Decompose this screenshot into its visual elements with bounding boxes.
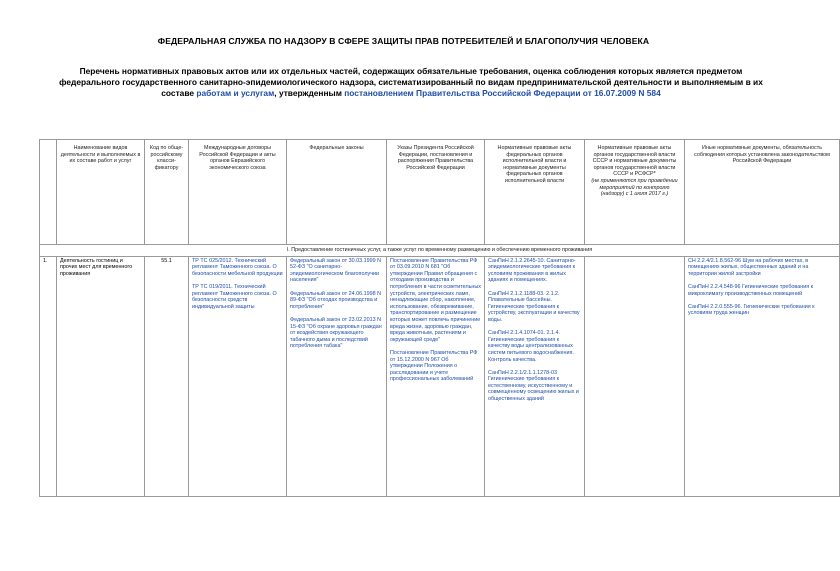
title-text-part1: Перечень нормативных правовых актов или их отдельных частей, содержащих обязательные требования, оценка соблюдения которых является предметом федерального государственного санитарно-эпидемиологического надзора, систематизированный по видам предпринимательской деятельности и выполняемым в их составе xyxy=(59,66,763,99)
row-activity: Деятельность гостиниц и прочих мест для временного проживания xyxy=(57,256,145,496)
row-federal-acts[interactable]: СанПиН 2.1.2.2645-10. Санитарно-эпидемиологические требования к условиям проживания в жилых зданиях и помещениях. СанПиН 2.1.2.1188-03. 2.1.2. Плавательные бассейны. Гигиенические требования к устройству, эксплуатации и качеству воды. СанПиН 2.1.4.1074-01. 2.1.4. Гигиенические требования к качеству воды централизованных систем питьевого водоснабжения. Контроль качества. СанПиН 2.2.1/2.1.1.1278-03 Гигиенические требования к естественному, искусственному и совмещенному освещению жилых и общественных зданий xyxy=(485,256,585,496)
row-other-docs[interactable]: СН 2.2.4/2.1.8.562-96 Шум на рабочих местах, в помещениях жилых, общественных зданий и на территории жилой застройки СанПиН 2.2.4.548-96 Гигиенические требования к микроклимату производственных помещений СанПиН 2.2.0.555-96. Гигиенические требования к условиям труда женщин xyxy=(685,256,840,496)
requirements-table-viewport xyxy=(39,139,830,571)
header-decrees: Указы Президента Российской Федерации, постановления и распоряжения Правительства Российской Федерации xyxy=(387,140,485,245)
section-row xyxy=(40,245,840,257)
agency-heading: ФЕДЕРАЛЬНАЯ СЛУЖБА ПО НАДЗОРУ В СФЕРЕ ЗАЩИТЫ ПРАВ ПОТРЕБИТЕЛЕЙ И БЛАГОПОЛУЧИЯ ЧЕЛОВЕКА xyxy=(157,36,650,46)
row-decrees[interactable]: Постановление Правительства РФ от 03.09.2010 N 681 "Об утверждении Правил обращения с отходами производства и потребления в части осветительных устройств, электрических ламп, ненадлежащие сбор, накопление, использование, обезвреживание, транспортирование и размещение которых может повлечь причинение вреда жизни, здоровью граждан, вреда животным, растениям и окружающей среде" Постановление Правительства РФ от 15.12.2000 N 967 Об утверждении Положения о расследовании и учете профессиональных заболеваний xyxy=(387,256,485,496)
header-activity: Наименование видов деятельности и выполняемых в их составе работ и услуг xyxy=(57,140,145,245)
section-title: I. Предоставление гостиничных услуг, а также услуг по временному размещению и обеспечению временного проживания xyxy=(40,245,840,257)
row-treaties[interactable]: ТР ТС 025/2012. Технический регламент Таможенного союза. О безопасности мебельной продукции ТР ТС 019/2011. Технический регламент Таможенного союза. О безопасности средств индивидуальной защиты xyxy=(189,256,287,496)
link-government-decree[interactable]: постановлением Правительства Российской Федерации от 16.07.2009 N 584 xyxy=(344,88,661,99)
header-empty-num xyxy=(40,140,57,245)
title-text-part2: , утвержденным xyxy=(274,88,345,99)
header-ussr-main: Нормативные правовые акты органов государственной власти СССР и нормативные документы органов государственной власти СССР и РСФСР* xyxy=(592,145,677,178)
header-federal-acts: Нормативные правовые акты федеральных органов исполнительной власти и нормативные документы федеральных органов исполнительной власти xyxy=(485,140,585,245)
row-number: 1. xyxy=(40,256,57,496)
row-ussr-acts xyxy=(585,256,685,496)
link-works-services[interactable]: работам и услугам xyxy=(196,88,275,99)
header-federal-laws: Федеральные законы xyxy=(287,140,387,245)
header-code: Код по обще-российскому класси-фикатору xyxy=(145,140,189,245)
requirements-table xyxy=(39,139,840,497)
header-row xyxy=(40,140,840,245)
row-code: 55.1 xyxy=(145,256,189,496)
header-other-docs: Иные нормативные документы, обязательность соблюдения которых установлена законодательством Российской Федерации xyxy=(685,140,840,245)
document-title xyxy=(52,66,770,100)
header-ussr-note: (не применяются при проведении мероприятий по контролю (надзору) с 1 июля 2017 г.) xyxy=(591,177,678,198)
row-federal-laws[interactable]: Федеральный закон от 30.03.1999 N 52-ФЗ "О санитарно-эпидемиологическом благополучии населения" Федеральный закон от 24.06.1998 N 89-ФЗ "Об отходах производства и потребления" Федеральный закон от 23.02.2013 N 15-ФЗ "Об охране здоровья граждан от воздействия окружающего табачного дыма и последствий потребления табака" xyxy=(287,256,387,496)
table-row xyxy=(40,256,840,496)
header-ussr-acts xyxy=(585,140,685,245)
header-treaties: Международные договоры Российской Федерации и акты органов Евразийского экономического союза xyxy=(189,140,287,245)
